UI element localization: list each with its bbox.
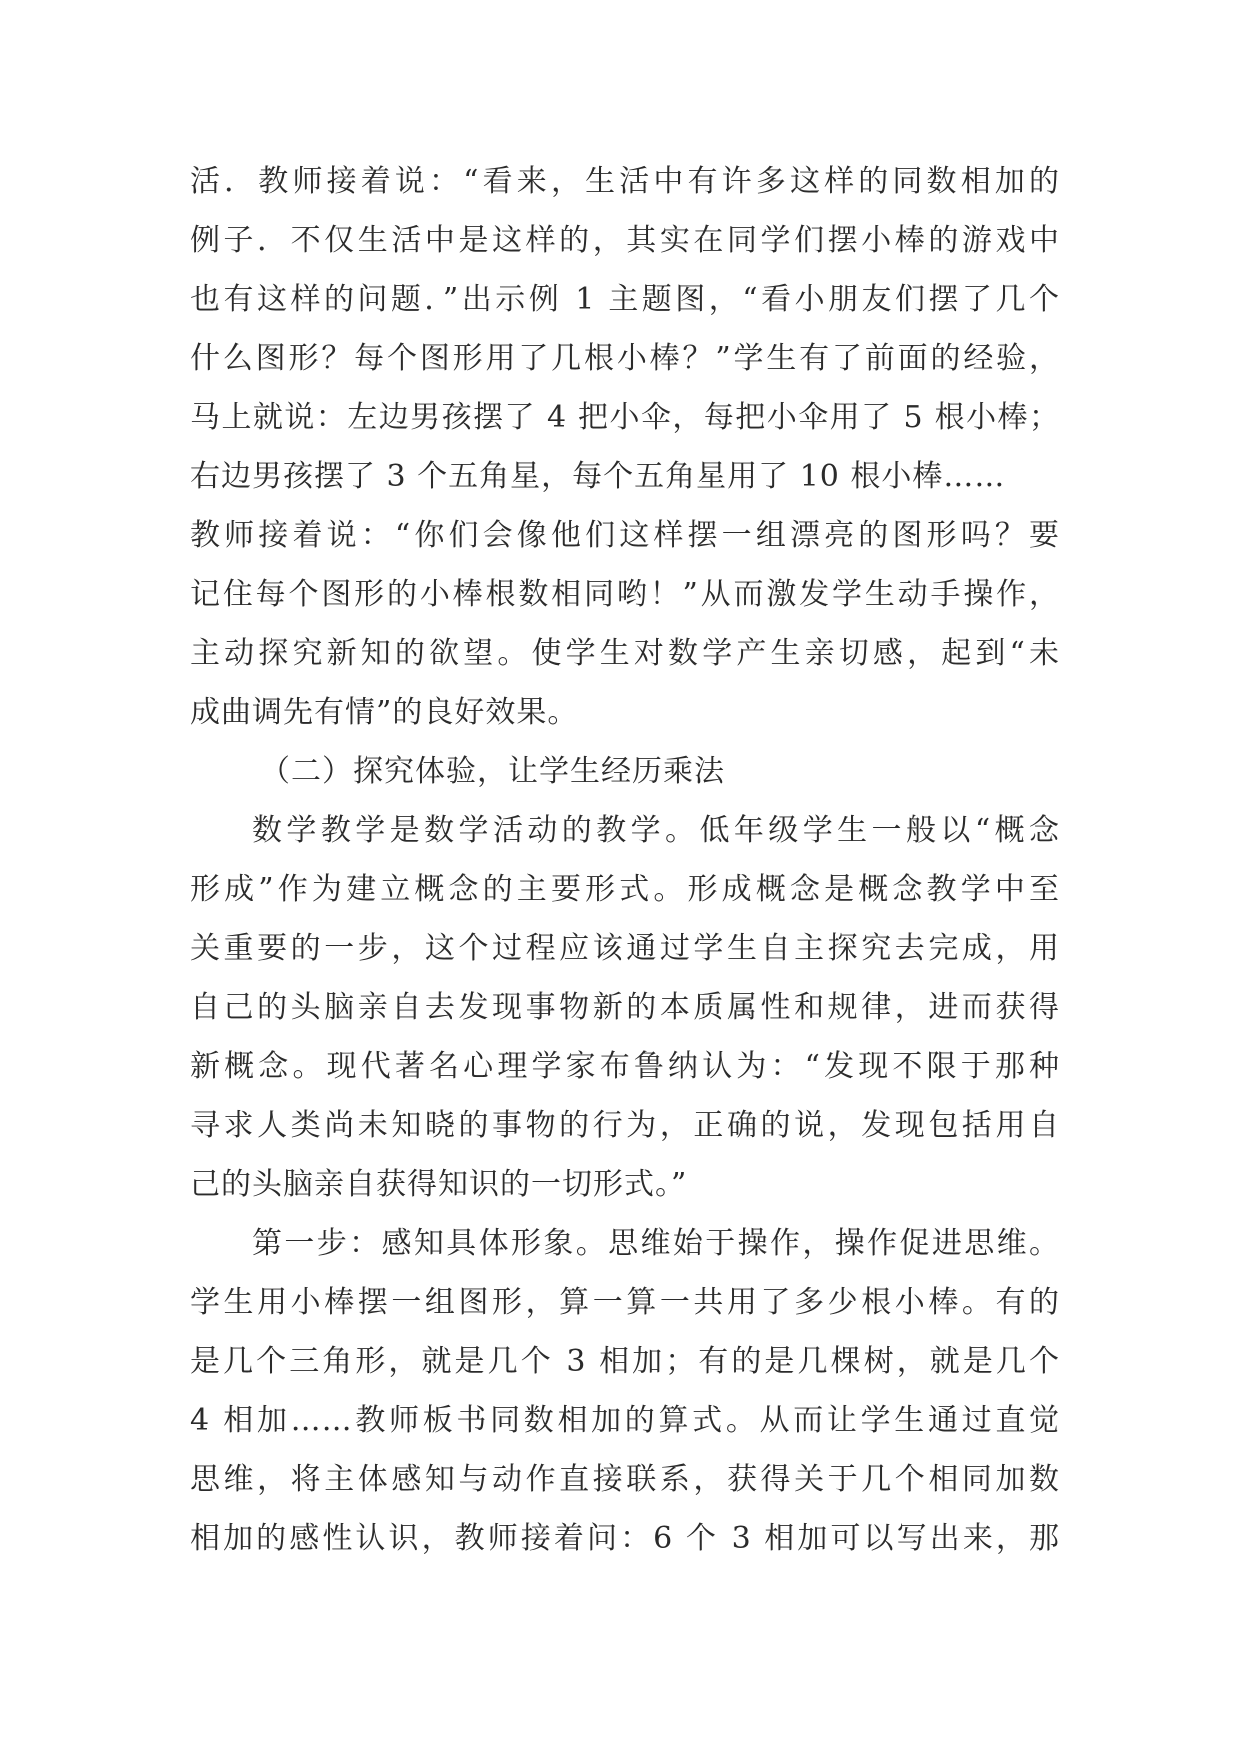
section-heading: （二）探究体验，让学生经历乘法	[260, 754, 725, 789]
text-line: 记住每个图形的小棒根数相同哟！”从而激发学生动手操作，	[190, 577, 1060, 612]
text-line: 什么图形？每个图形用了几根小棒？”学生有了前面的经验，	[190, 341, 1060, 376]
text-line: 例子．不仅生活中是这样的，其实在同学们摆小棒的游戏中	[190, 223, 1060, 258]
text-line: 寻求人类尚未知晓的事物的行为，正确的说，发现包括用自	[190, 1108, 1060, 1143]
text-line: 相加的感性认识，教师接着问：6 个 3 相加可以写出来，那	[190, 1521, 1060, 1556]
text-line: 思维，将主体感知与动作直接联系，获得关于几个相同加数	[190, 1462, 1060, 1497]
text-line: 学生用小棒摆一组图形，算一算一共用了多少根小棒。有的	[190, 1285, 1060, 1320]
text-line: 是几个三角形，就是几个 3 相加；有的是几棵树，就是几个	[190, 1344, 1060, 1379]
text-line: 关重要的一步，这个过程应该通过学生自主探究去完成，用	[190, 931, 1060, 966]
text-line: 也有这样的问题．”出示例 1 主题图，“看小朋友们摆了几个	[190, 282, 1060, 317]
text-line: 主动探究新知的欲望。使学生对数学产生亲切感，起到“未	[190, 636, 1060, 671]
text-line: 马上就说：左边男孩摆了 4 把小伞，每把小伞用了 5 根小棒；	[190, 400, 1060, 435]
text-line: 自己的头脑亲自去发现事物新的本质属性和规律，进而获得	[190, 990, 1060, 1025]
text-line: 己的头脑亲自获得知识的一切形式。”	[190, 1167, 688, 1202]
text-line: 成曲调先有情”的良好效果。	[190, 695, 579, 730]
text-line: 形成”作为建立概念的主要形式。形成概念是概念教学中至	[190, 872, 1060, 907]
text-line: 4 相加……教师板书同数相加的算式。从而让学生通过直觉	[190, 1403, 1060, 1438]
text-line: 新概念。现代著名心理学家布鲁纳认为：“发现不限于那种	[190, 1049, 1060, 1084]
text-line: 右边男孩摆了 3 个五角星，每个五角星用了 10 根小棒……	[190, 459, 1006, 494]
document-body	[190, 152, 1060, 1568]
text-line: 活．教师接着说：“看来，生活中有许多这样的同数相加的	[190, 164, 1060, 199]
text-line: 教师接着说：“你们会像他们这样摆一组漂亮的图形吗？要	[190, 518, 1060, 553]
text-line: 数学教学是数学活动的教学。低年级学生一般以“概念	[252, 813, 1060, 848]
text-line: 第一步：感知具体形象。思维始于操作，操作促进思维。	[252, 1226, 1060, 1261]
